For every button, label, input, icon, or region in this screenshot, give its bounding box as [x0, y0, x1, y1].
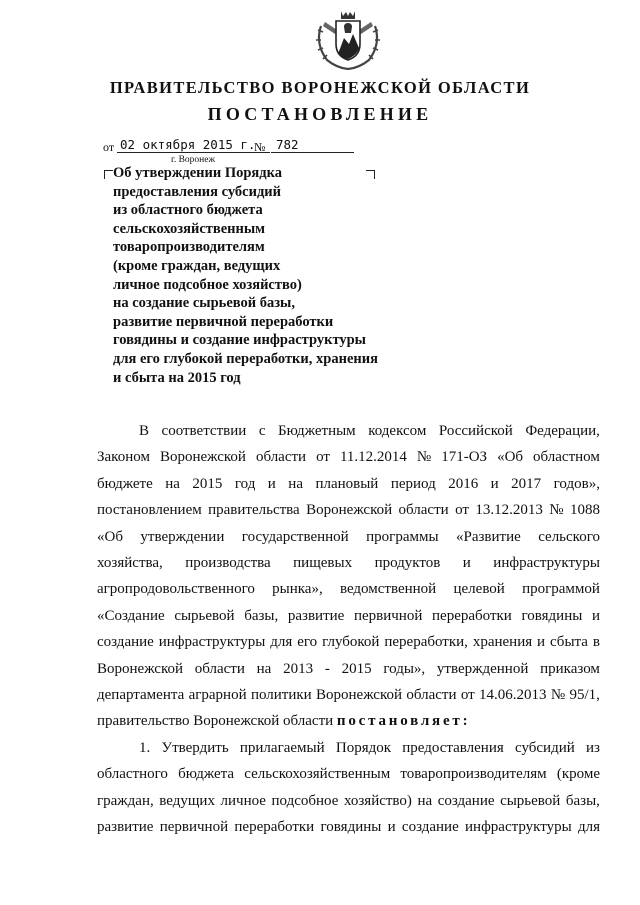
word: говядины	[521, 607, 583, 624]
word: развитие	[287, 607, 345, 624]
word: 13.12.2013	[475, 502, 543, 519]
word: Порядок	[335, 739, 392, 756]
word: переработки	[234, 819, 315, 836]
word: продуктов	[374, 555, 441, 572]
word: Воронежской	[316, 687, 403, 704]
word: годов»,	[553, 475, 600, 492]
body-line	[97, 576, 600, 602]
body-line	[97, 524, 600, 550]
word: 1088	[569, 502, 600, 519]
paragraph-2	[97, 735, 600, 841]
word: 1.	[139, 739, 151, 756]
word: 11.12.2014	[339, 449, 407, 466]
word: бюджете	[97, 475, 153, 492]
word: утвержденной	[436, 660, 529, 677]
word: глубокой	[322, 634, 380, 651]
word: сбыта	[549, 634, 588, 651]
word: на	[417, 792, 433, 809]
word: создание	[97, 634, 154, 651]
word: программой	[522, 581, 600, 598]
word: граждан,	[97, 792, 154, 809]
word: хозяйства,	[97, 555, 163, 572]
word: для	[577, 819, 600, 836]
word: №	[550, 687, 566, 704]
word: от	[316, 449, 330, 466]
coat-of-arms-emblem	[311, 8, 385, 70]
word: области	[406, 687, 457, 704]
word: (кроме	[556, 766, 600, 783]
number-sign-label: №	[254, 140, 266, 154]
word: в	[592, 634, 600, 651]
subject-line: личное подсобное хозяйство)	[113, 276, 302, 293]
document-number: 782	[271, 137, 354, 153]
body-line	[97, 735, 600, 761]
word: от	[455, 502, 469, 519]
word: базы,	[565, 792, 600, 809]
word: областного	[97, 766, 168, 783]
word: развитие	[97, 819, 154, 836]
word: целевой	[453, 581, 505, 598]
word: утверждении	[140, 528, 225, 545]
word: бюджета	[178, 766, 235, 783]
subject-line: из областного бюджета	[113, 202, 263, 219]
word: его	[297, 634, 318, 651]
word: прилагаемый	[239, 739, 325, 756]
word: плановый	[315, 475, 379, 492]
word: сельскохозяйственным	[244, 766, 391, 783]
document-type-title: ПОСТАНОВЛЕНИЕ	[207, 104, 433, 124]
body-line	[97, 550, 600, 576]
word: сырьевой	[174, 607, 235, 624]
word: 2013	[283, 660, 314, 677]
word: Воронежской	[306, 502, 393, 519]
word: первичной	[159, 819, 229, 836]
word: 2015	[341, 660, 372, 677]
word: кодексом	[368, 423, 427, 439]
body-line	[97, 656, 600, 682]
word: ведомственной	[339, 581, 437, 598]
word: подсобное	[271, 792, 339, 809]
word: области	[398, 502, 449, 519]
word: Воронежской	[159, 449, 246, 466]
document-date: 02 октября 2015 г.	[117, 137, 270, 153]
body-line	[97, 682, 600, 708]
word: Воронежской	[97, 660, 183, 677]
word: аграрной	[188, 687, 247, 704]
word: Российской	[438, 423, 513, 439]
body-line	[97, 603, 600, 629]
organization-title: ПРАВИТЕЛЬСТВО ВОРОНЕЖСКОЙ ОБЛАСТИ	[109, 78, 531, 97]
word: «Создание	[97, 607, 165, 624]
city-label: г. Воронеж	[171, 155, 216, 165]
word: «Развитие	[455, 528, 521, 545]
body-line	[97, 471, 600, 497]
word: год	[234, 475, 256, 492]
word: агропродовольственного	[97, 581, 255, 598]
subject-line: (кроме граждан, ведущих	[113, 257, 281, 274]
subject-corner-left	[104, 170, 113, 179]
word: соответствии	[161, 423, 247, 439]
decree-word: постановляет:	[336, 713, 471, 730]
body-line-decree	[97, 708, 600, 734]
subject-line: на создание сырьевой базы,	[113, 295, 295, 312]
body-line	[97, 814, 600, 840]
word: правительства	[208, 502, 300, 519]
word: 95/1,	[569, 687, 600, 704]
word: В	[139, 423, 150, 439]
word: предоставления	[402, 739, 504, 756]
word: Утвердить	[161, 739, 229, 756]
word: 2015	[192, 475, 223, 492]
subject-line: предоставления субсидий	[113, 183, 282, 200]
word: приказом	[540, 660, 600, 677]
word: 2016	[448, 475, 479, 492]
subject-line: товаропроизводителям	[113, 239, 265, 256]
word: -	[324, 660, 330, 677]
word: переработки,	[384, 634, 468, 651]
date-from-label: от	[103, 140, 115, 154]
subject-line: говядины и создание инфраструктуры	[113, 332, 367, 349]
word: хозяйство)	[343, 792, 412, 809]
body-line	[97, 629, 600, 655]
document-subject	[113, 164, 413, 387]
word: для	[270, 634, 293, 651]
word: период	[390, 475, 436, 492]
paragraph-1	[97, 418, 600, 735]
subject-line: сельскохозяйственным	[113, 220, 266, 237]
word: на	[256, 660, 272, 677]
body-line	[97, 497, 600, 523]
word: годы»,	[383, 660, 426, 677]
subject-line: Об утверждении Порядка	[113, 165, 282, 181]
word: 2017	[511, 475, 542, 492]
word: и	[387, 819, 396, 836]
word: областном	[533, 449, 600, 466]
word: личное	[220, 792, 266, 809]
word: области	[255, 449, 307, 466]
word: и	[267, 475, 276, 492]
word: инфраструктуры	[493, 555, 600, 572]
word: ведущих	[159, 792, 215, 809]
word: политики	[250, 687, 312, 704]
word: с	[258, 423, 266, 439]
word: первичной	[353, 607, 423, 624]
word: инфраструктуры	[465, 819, 572, 836]
word: из	[585, 739, 600, 756]
body-line	[97, 418, 600, 444]
word: на	[165, 475, 180, 492]
word: производства	[185, 555, 271, 572]
body-line	[97, 761, 600, 787]
word: базы,	[244, 607, 279, 624]
word: постановлением	[97, 502, 202, 519]
decree-prefix: правительство Воронежской области	[97, 713, 334, 730]
word: на	[288, 475, 303, 492]
document-body	[97, 418, 600, 841]
word: №	[549, 502, 564, 519]
word: 14.06.2013	[479, 687, 547, 704]
word: и	[537, 634, 546, 651]
word: государственной	[241, 528, 349, 545]
word: рынка»,	[272, 581, 323, 598]
body-line	[97, 444, 600, 470]
word: и	[462, 555, 471, 572]
word: хранения	[472, 634, 533, 651]
word: Федерации,	[525, 423, 600, 439]
word: области	[194, 660, 245, 677]
word: говядины	[320, 819, 382, 836]
word: №	[416, 449, 432, 466]
word: товаропроизводителям	[400, 766, 547, 783]
subject-line: для его глубокой переработки, хранения	[113, 350, 378, 367]
word: и	[490, 475, 499, 492]
word: сельского	[538, 528, 600, 545]
body-line	[97, 788, 600, 814]
word: 171-ОЗ	[441, 449, 488, 466]
word: пищевых	[293, 555, 353, 572]
word: от	[460, 687, 475, 704]
word: и	[591, 607, 600, 624]
word: программы	[366, 528, 439, 545]
word: субсидий	[514, 739, 575, 756]
word: создание	[401, 819, 459, 836]
word: сырьевой	[500, 792, 561, 809]
word: «Об	[97, 528, 123, 545]
word: переработки	[432, 607, 512, 624]
subject-line: и сбыта на 2015 год	[113, 369, 241, 386]
subject-line: развитие первичной переработки	[113, 313, 334, 330]
word: создание	[437, 792, 495, 809]
word: Законом	[97, 449, 150, 466]
word: «Об	[497, 449, 524, 466]
word: Бюджетным	[278, 423, 356, 439]
word: департамента	[97, 687, 185, 704]
word: инфраструктуры	[158, 634, 266, 651]
